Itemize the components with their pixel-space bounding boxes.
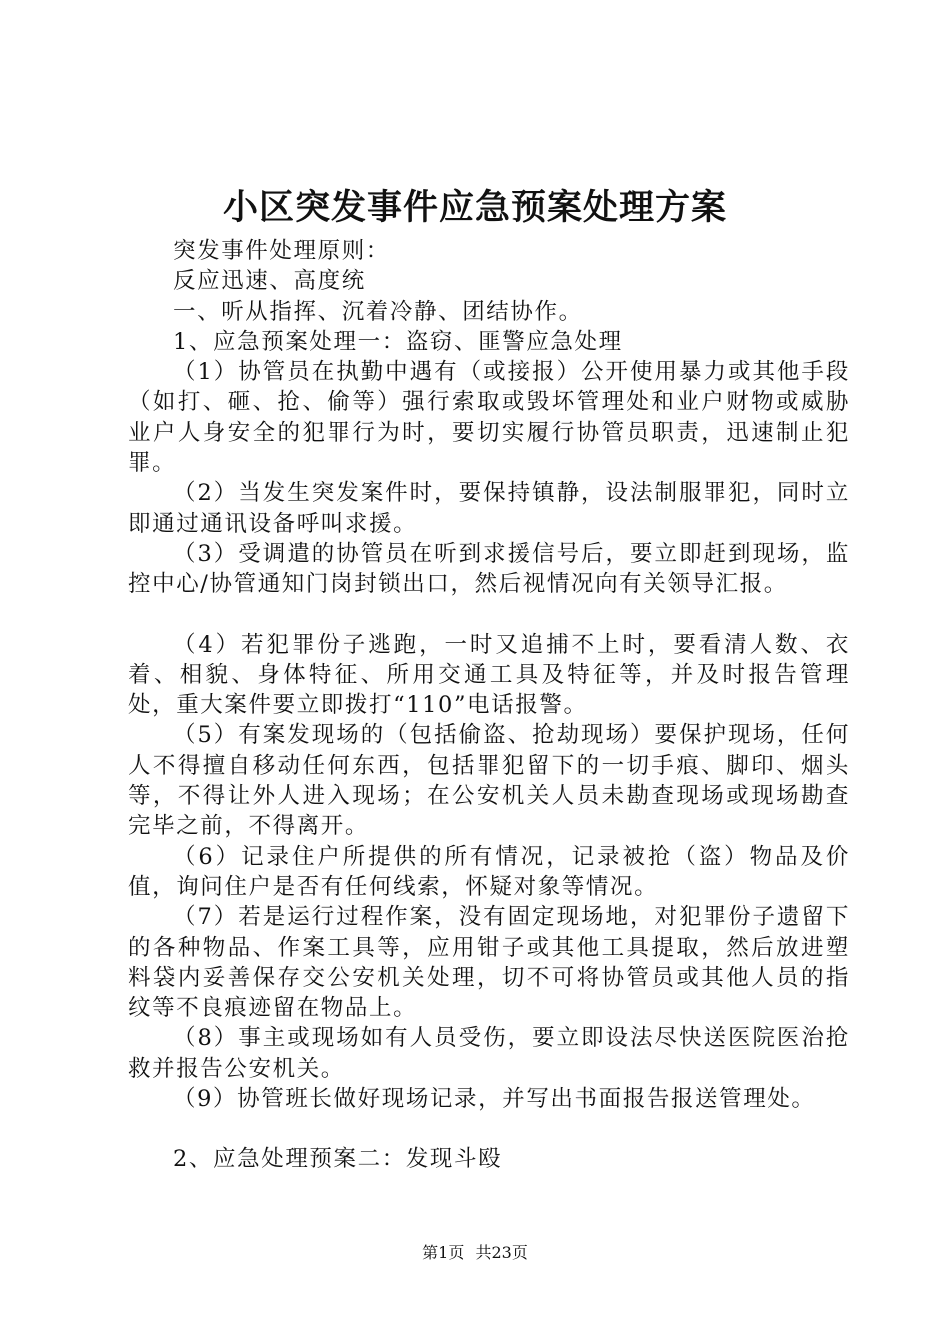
- page-total: 共23页: [475, 1243, 528, 1262]
- paragraph-item-2: （2）当发生突发案件时，要保持镇静，设法制服罪犯，同时立即通过通讯设备呼叫求援。: [128, 480, 850, 537]
- paragraph-item-4: （4）若犯罪份子逃跑，一时又追捕不上时，要看清人数、衣着、相貌、身体特征、所用交通工具及特征等，并及时报告管理处，重大案件要立即拨打“110”电话报警。: [128, 631, 850, 719]
- document-title: 小区突发事件应急预案处理方案: [222, 187, 727, 228]
- paragraph-item-1: （1）协管员在执勤中遇有（或接报）公开使用暴力或其他手段（如打、砸、抢、偷等）强行索取或毁坏管理处和业户财物或威胁业户人身安全的犯罪行为时，要切实履行协管员职责，迅速制止犯罪。: [128, 359, 850, 477]
- paragraph-item-9: （9）协管班长做好现场记录，并写出书面报告报送管理处。: [173, 1086, 816, 1113]
- document-body: [128, 236, 850, 1175]
- paragraph-item-8: （8）事主或现场如有人员受伤，要立即设法尽快送医院医治抢救并报告公安机关。: [128, 1025, 850, 1082]
- section-heading-1: 1、应急预案处理一：盗窃、匪警应急处理: [173, 328, 623, 355]
- paragraph-item-7: （7）若是运行过程作案，没有固定现场地，对犯罪份子遗留下的各种物品、作案工具等，应用钳子或其他工具提取，然后放进塑料袋内妥善保存交公安机关处理，切不可将协管员或其他人员的指纹等不良痕迹留在物品上。: [128, 904, 850, 1022]
- paragraph-principle-2: 一、听从指挥、沉着冷静、团结协作。: [173, 298, 583, 325]
- paragraph-item-6: （6）记录住户所提供的所有情况，记录被抢（盗）物品及价值，询问住户是否有任何线索，怀疑对象等情况。: [128, 843, 850, 900]
- paragraph-principle-1: 反应迅速、高度统: [173, 268, 366, 295]
- page-number: 第1页: [422, 1243, 465, 1262]
- paragraph-item-3: （3）受调遣的协管员在听到求援信号后，要立即赶到现场，监控中心/协管通知门岗封锁出口，然后视情况向有关领导汇报。: [128, 540, 850, 598]
- paragraph-item-5: （5）有案发现场的（包括偷盗、抢劫现场）要保护现场，任何人不得擅自移动任何东西，包括罪犯留下的一切手痕、脚印、烟头等，不得让外人进入现场；在公安机关人员未勘查现场或现场勘查完毕之前，不得离开。: [128, 722, 850, 840]
- paragraph-spacer: [128, 1114, 850, 1144]
- section-heading-2: 2、应急处理预案二：发现斗殴: [173, 1146, 503, 1173]
- paragraph-spacer: [128, 600, 850, 630]
- paragraph-principle-heading: 突发事件处理原则：: [173, 238, 390, 264]
- page-footer: [0, 1242, 950, 1264]
